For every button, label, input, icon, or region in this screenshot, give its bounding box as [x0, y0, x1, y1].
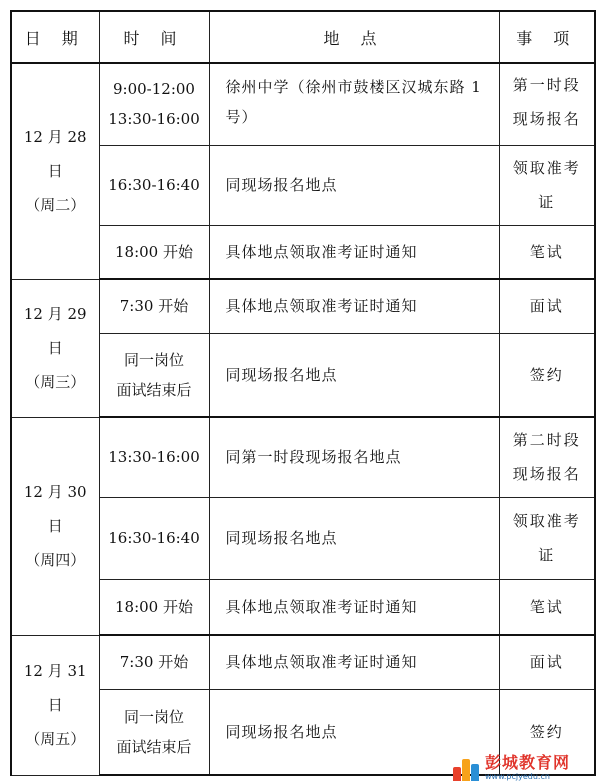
header-place: 地 点 [209, 11, 499, 63]
place-cell: 具体地点领取准考证时通知 [209, 579, 499, 635]
table-row [11, 635, 595, 689]
item-cell: 签约 [499, 333, 595, 417]
date-line: 12 月 31 [23, 662, 87, 680]
place-cell: 同第一时段现场报名地点 [209, 417, 499, 497]
table-row [11, 579, 595, 635]
time-line: 面试结束后 [116, 380, 192, 399]
date-cell [11, 417, 99, 635]
date-line: 12 月 30 [23, 483, 87, 501]
date-weekday: （周五） [25, 730, 86, 748]
item-line: 第一时段 [512, 76, 581, 94]
date-line: 12 月 28 [23, 128, 87, 147]
date-cell [11, 635, 99, 775]
table-header-row [11, 11, 595, 63]
place-cell: 徐州中学（徐州市鼓楼区汉城东路 1 号） [209, 63, 499, 145]
time-cell [99, 63, 209, 145]
item-cell [499, 497, 595, 579]
site-watermark [451, 755, 570, 781]
place-cell: 具体地点领取准考证时通知 [209, 225, 499, 279]
header-time: 时 间 [99, 11, 209, 63]
item-cell: 签约 [499, 689, 595, 775]
place-cell: 具体地点领取准考证时通知 [209, 279, 499, 333]
item-line: 现场报名 [512, 110, 581, 128]
item-cell: 面试 [499, 635, 595, 689]
place-cell: 同现场报名地点 [209, 333, 499, 417]
header-date: 日 期 [11, 11, 99, 63]
item-line: 现场报名 [512, 465, 581, 484]
place-cell: 同现场报名地点 [209, 689, 499, 775]
table-row [11, 279, 595, 333]
table-row [11, 497, 595, 579]
item-line: 证 [538, 546, 556, 564]
date-line: 12 月 29 [23, 305, 87, 323]
date-cell [11, 63, 99, 279]
time-cell: 7:30 开始 [99, 635, 209, 689]
date-ri: 日 [47, 517, 63, 535]
watermark-title: 彭城教育网 [484, 753, 570, 772]
item-cell [499, 145, 595, 225]
time-cell: 16:30-16:40 [99, 497, 209, 579]
place-cell: 同现场报名地点 [209, 145, 499, 225]
time-cell: 18:00 开始 [99, 579, 209, 635]
table-row [11, 417, 595, 497]
item-cell [499, 63, 595, 145]
date-weekday: （周三） [25, 373, 86, 391]
item-line: 第二时段 [512, 431, 581, 450]
item-line: 证 [538, 193, 556, 211]
time-cell: 7:30 开始 [99, 279, 209, 333]
table-row [11, 145, 595, 225]
time-line: 同一岗位 [123, 350, 184, 369]
time-cell: 16:30-16:40 [99, 145, 209, 225]
watermark-text [485, 755, 570, 781]
time-cell [99, 333, 209, 417]
time-cell: 18:00 开始 [99, 225, 209, 279]
table-row [11, 333, 595, 417]
time-cell [99, 689, 209, 775]
item-cell: 笔试 [499, 225, 595, 279]
books-logo-icon [451, 755, 481, 781]
date-weekday: （周四） [25, 551, 86, 569]
date-ri: 日 [47, 162, 63, 181]
time-cell: 13:30-16:00 [99, 417, 209, 497]
table-row [11, 63, 595, 145]
item-cell: 笔试 [499, 579, 595, 635]
time-line: 13:30-16:00 [108, 110, 200, 129]
table-row [11, 225, 595, 279]
time-line: 同一岗位 [123, 707, 184, 726]
item-line: 领取准考 [512, 159, 581, 177]
item-cell [499, 417, 595, 497]
date-ri: 日 [47, 339, 63, 357]
date-cell [11, 279, 99, 417]
header-item: 事 项 [499, 11, 595, 63]
place-cell: 同现场报名地点 [209, 497, 499, 579]
place-cell: 具体地点领取准考证时通知 [209, 635, 499, 689]
schedule-table [10, 10, 596, 776]
watermark-url: www.pcjyedu.cn [484, 772, 550, 781]
date-weekday: （周二） [25, 196, 86, 215]
item-line: 领取准考 [512, 512, 581, 530]
time-line: 9:00-12:00 [113, 80, 195, 99]
time-line: 面试结束后 [116, 737, 192, 756]
date-ri: 日 [47, 696, 63, 714]
item-cell: 面试 [499, 279, 595, 333]
